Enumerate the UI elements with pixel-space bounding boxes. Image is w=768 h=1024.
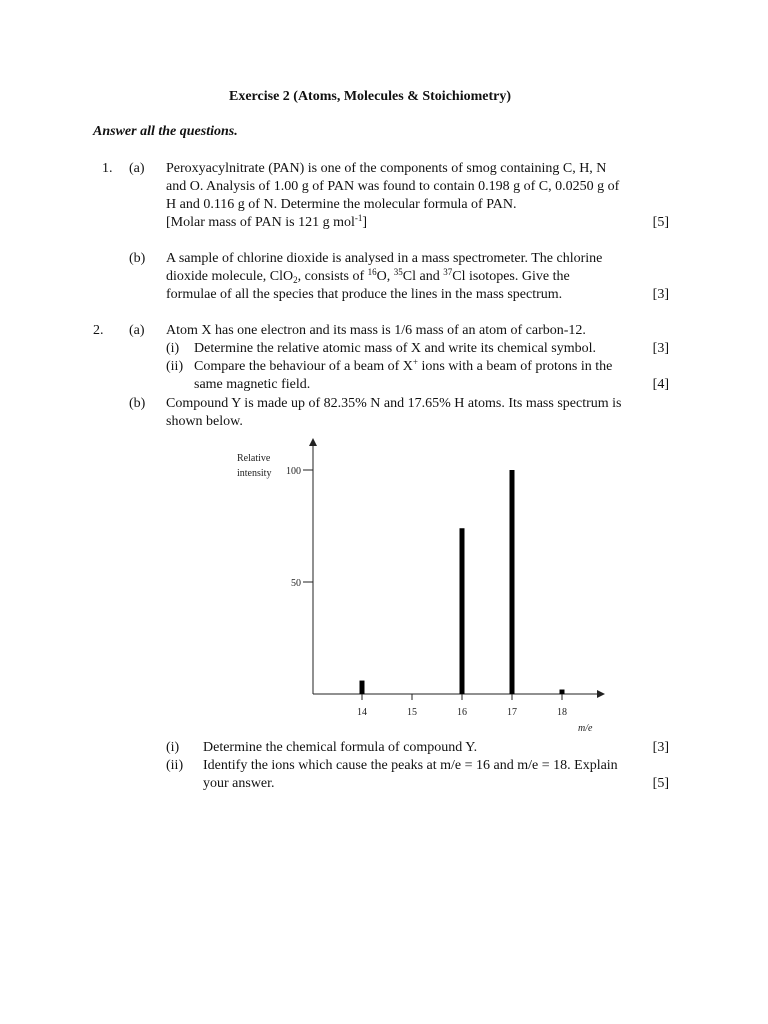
- q2a-ii-marks: [4]: [652, 377, 669, 392]
- q2a-ii-label: (ii): [166, 359, 184, 374]
- q1b-line-3: formulae of all the species that produce the lines in the mass spectrum.: [166, 287, 563, 302]
- q2a-ii-line-2: same magnetic field.: [194, 377, 311, 392]
- x-tick-label-14: 14: [357, 707, 367, 718]
- x-tick-label-15: 15: [407, 707, 417, 718]
- bar-mz-16: [460, 528, 465, 694]
- page-title: Exercise 2 (Atoms, Molecules & Stoichiometry): [229, 89, 511, 104]
- bar-mz-17: [510, 470, 515, 694]
- q1a-marks: [5]: [652, 215, 669, 230]
- q1b-marks: [3]: [652, 287, 669, 302]
- x-tick-label-17: 17: [507, 707, 517, 718]
- q2b-i-label: (i): [166, 740, 180, 755]
- q1b-line-2: dioxide molecule, ClO$_2$, consists of $^{16}$O, $^{35}$Cl and $^{37}$Cl isotopes. Give the: [166, 267, 570, 285]
- q2b-i-marks: [3]: [652, 740, 669, 755]
- q1b-line-1: A sample of chlorine dioxide is analysed in a mass spectrometer. The chlorine: [166, 251, 603, 266]
- bar-mz-18: [560, 690, 565, 694]
- q2b-i-text: Determine the chemical formula of compound Y.: [203, 740, 478, 755]
- y-tick-label-50: 50: [291, 578, 301, 589]
- q2a-ii-text: Compare the behaviour of a beam of X+ ions with a beam of protons in the: [194, 357, 613, 374]
- bar-mz-14: [360, 681, 365, 694]
- q2b-ii-line-2: your answer.: [203, 776, 275, 791]
- x-tick-label-18: 18: [557, 707, 567, 718]
- q1a-label: (a): [129, 161, 145, 176]
- q2b-ii-label: (ii): [166, 758, 184, 773]
- q1a-line-1: Peroxyacylnitrate (PAN) is one of the components of smog containing C, H, N: [166, 161, 607, 176]
- mass-spectrum-chart: [225, 436, 615, 742]
- q1a-line-2: and O. Analysis of 1.00 g of PAN was found to contain 0.198 g of C, 0.0250 g of: [166, 179, 620, 194]
- q2a-i-text: Determine the relative atomic mass of X and write its chemical symbol.: [194, 341, 596, 356]
- y-axis-label-line-2: intensity: [237, 468, 272, 479]
- q2b-ii-text: Identify the ions which cause the peaks at m/e = 16 and m/e = 18. Explain: [203, 758, 618, 773]
- q2b-ii-marks: [5]: [652, 776, 669, 791]
- q2b-line-1: Compound Y is made up of 82.35% N and 17.65% H atoms. Its mass spectrum is: [166, 396, 622, 411]
- y-tick-label-100: 100: [286, 466, 301, 477]
- q2b-label: (b): [129, 396, 146, 411]
- q2b-line-2: shown below.: [166, 414, 243, 429]
- q2a-line-1: Atom X has one electron and its mass is 1/6 mass of an atom of carbon-12.: [166, 323, 586, 338]
- y-axis-label-line-1: Relative: [237, 453, 271, 464]
- q2a-i-label: (i): [166, 341, 180, 356]
- x-tick-label-16: 16: [457, 707, 467, 718]
- instruction: Answer all the questions.: [93, 124, 238, 139]
- q1a-line-3: H and 0.116 g of N. Determine the molecular formula of PAN.: [166, 197, 517, 212]
- q2a-label: (a): [129, 323, 145, 338]
- q2a-i-marks: [3]: [652, 341, 669, 356]
- q2-number: 2.: [93, 323, 104, 338]
- x-axis-label: m/e: [578, 723, 593, 734]
- q1b-label: (b): [129, 251, 146, 266]
- q1a-molar-mass: [Molar mass of PAN is 121 g mol$^{-1}$]: [166, 213, 368, 230]
- q1-number: 1.: [102, 161, 113, 176]
